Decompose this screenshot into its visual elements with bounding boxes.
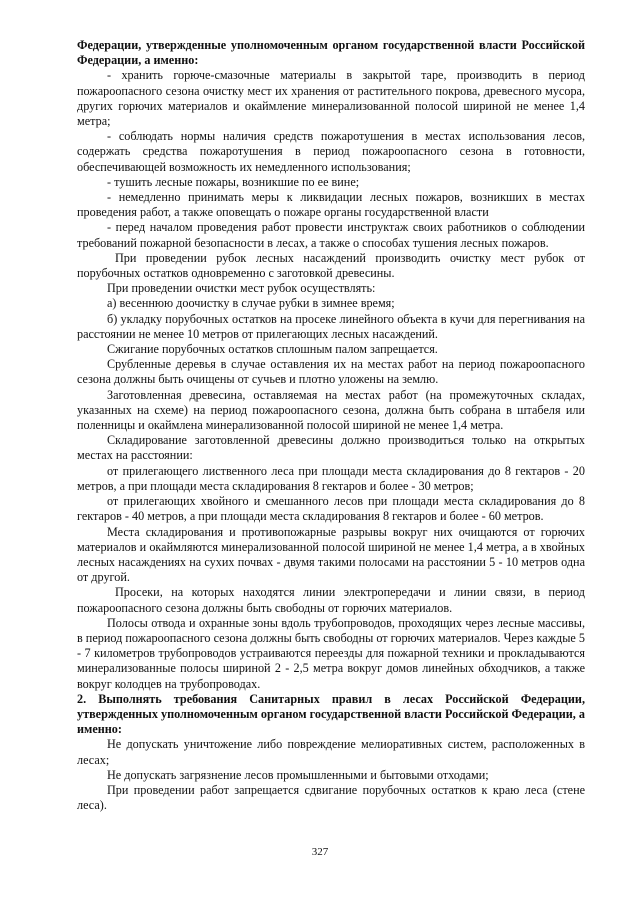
paragraph-item-a: а) весеннюю доочистку в случае рубки в зимнее время; <box>107 296 395 311</box>
paragraph-deciduous-distance: от прилегающего лиственного леса при площади места складирования до 8 гектаров - 20 метров, а при площади места складирования 8 гектаров и более - 30 метров; <box>77 463 585 493</box>
paragraph-burning-prohibited: Сжигание порубочных остатков сплошным палом запрещается. <box>107 342 438 357</box>
paragraph-instruction: - перед началом проведения работ провести инструктаж своих работников о соблюдении требований пожарной безопасности в лесах, а также о способах тушения лесных пожаров. <box>77 220 585 250</box>
paragraph-felled-trees: Срубленные деревья в случае оставления их на местах работ на период пожароопасного сезона должны быть очищены от сучьев и плотно уложены на землю. <box>77 357 585 387</box>
paragraph-pipelines: Полосы отвода и охранные зоны вдоль трубопроводов, проходящих через лесные массивы, в период пожароопасного сезона должны быть свободны от горючих материалов. Через каждые 5 - 7 километров трубопроводов устраиваются переезды для пожарной техники и прокладываются минерализованные полосы шириной 2 - 2,5 метра вокруг домов линейных обходчиков, а также вокруг колодцев на трубопроводах. <box>77 615 585 691</box>
paragraph-storage-location: Складирование заготовленной древесины должно производиться только на открытых местах на расстоянии: <box>77 433 585 463</box>
paragraph-storage-firebreaks: Места складирования и противопожарные разрывы вокруг них очищаются от горючих материалов и окаймляются минерализованной полосой шириной не менее 1,4 метра, а в хвойных лесных насаждениях на сухих почвах - двумя такими полосами на расстоянии 5 - 10 метров одна от другой. <box>77 524 585 585</box>
paragraph-residue-shifting: При проведении работ запрещается сдвигание порубочных остатков к краю леса (стене леса). <box>77 782 585 813</box>
section-2-heading: 2. Выполнять требования Санитарных правил в лесах Российской Федерации, утвержденных уполномоченным органом государственной власти Российской Федерации, а именно: <box>77 691 585 737</box>
paragraph-intro-heading: Федерации, утвержденные уполномоченным органом государственной власти Российской Федерации, а именно: <box>77 38 585 68</box>
paragraph-power-lines: Просеки, на которых находятся линии электропередачи и линии связи, в период пожароопасного сезона должны быть свободны от горючих материалов. <box>77 585 585 615</box>
paragraph-item-b: б) укладку порубочных остатков на просеке линейного объекта в кучи для перегнивания на расстоянии не менее 10 метров от прилегающих лесных насаждений. <box>77 311 585 341</box>
paragraph-harvested-wood: Заготовленная древесина, оставляемая на местах работ (на промежуточных складах, указанных на схеме) на период пожароопасного сезона, должна быть собрана в штабеля или поленницы и окаймлена минерализованной полосой шириной не менее 1,4 метра. <box>77 387 585 433</box>
paragraph-fuel-storage: - хранить горюче-смазочные материалы в закрытой таре, производить в период пожароопасного сезона очистку мест их хранения от растительного покрова, древесного мусора, других горючих материалов и окаймление минерализованной полосой шириной не менее 1,4 метра; <box>77 68 585 129</box>
paragraph-coniferous-distance: от прилегающих хвойного и смешанного лесов при площади места складирования до 8 гектаров - 40 метров, а при площади места складирования 8 гектаров и более - 60 метров. <box>77 494 585 524</box>
page-number: 327 <box>311 846 329 858</box>
paragraph-cleanup-intro: При проведении очистки мест рубок осуществлять: <box>107 281 376 296</box>
paragraph-liquidation-measures: - немедленно принимать меры к ликвидации лесных пожаров, возникших в местах проведения работ, а также оповещать о пожаре органы государственной власти <box>77 190 585 220</box>
paragraph-felling-cleanup: При проведении рубок лесных насаждений производить очистку мест рубок от порубочных остатков одновременно с заготовкой древесины. <box>77 250 585 281</box>
paragraph-extinguish-fires: - тушить лесные пожары, возникшие по ее вине; <box>107 174 360 189</box>
paragraph-firefighting-equipment: - соблюдать нормы наличия средств пожаротушения в местах использования лесов, содержать средства пожаротушения в период пожароопасного сезона в готовности, обеспечивающей возможность их немедленного использования; <box>77 129 585 174</box>
paragraph-pollution: Не допускать загрязнение лесов промышленными и бытовыми отходами; <box>107 767 489 782</box>
paragraph-melioration: Не допускать уничтожение либо повреждение мелиоративных систем, расположенных в лесах; <box>77 737 585 767</box>
document-body <box>77 38 585 813</box>
